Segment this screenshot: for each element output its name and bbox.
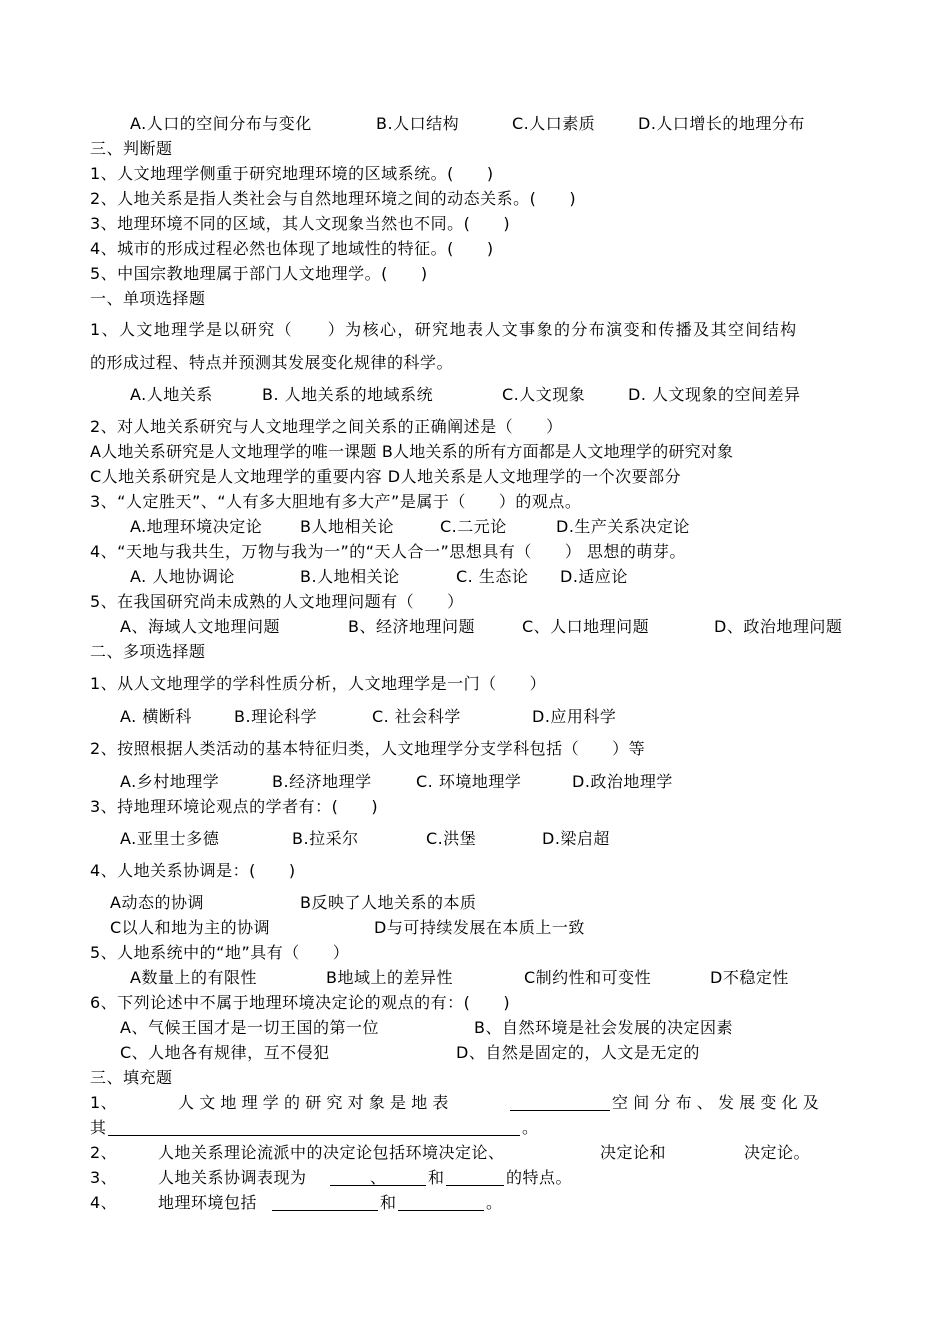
section-heading-judgement: 三、判断题 bbox=[90, 139, 173, 158]
option-a: A、海域人文地理问题 bbox=[120, 617, 280, 636]
option-a: A. 横断科 bbox=[120, 707, 192, 726]
option-a: A.地理环境决定论 bbox=[130, 517, 263, 536]
question-text: 地理环境包括 bbox=[158, 1193, 258, 1212]
option-b: B.人口结构 bbox=[376, 114, 460, 133]
option-a: A. 人地协调论 bbox=[130, 567, 235, 586]
section-heading-single-choice: 一、单项选择题 bbox=[90, 289, 206, 308]
option-b: B. 人地关系的地域系统 bbox=[262, 385, 434, 404]
option-b: B人地相关论 bbox=[300, 517, 394, 536]
question-text: 其 bbox=[90, 1118, 107, 1137]
option-d: D.梁启超 bbox=[542, 829, 610, 848]
question-text: 2、对人地关系研究与人文地理学之间关系的正确阐述是（ ） bbox=[90, 417, 563, 436]
option-a: A.人口的空间分布与变化 bbox=[130, 114, 312, 133]
question-text: 人地关系理论流派中的决定论包括环境决定论、 bbox=[158, 1143, 505, 1162]
answer-blank[interactable] bbox=[108, 1120, 520, 1136]
option-a: A.人地关系 bbox=[130, 385, 213, 404]
option-a: A、气候王国才是一切王国的第一位 bbox=[120, 1018, 379, 1037]
question-text: 4、“天地与我共生，万物与我为一”的“天人合一”思想具有（ ） 思想的萌芽。 bbox=[90, 542, 686, 561]
question-text: 人文地理学的研究对象是地表 bbox=[178, 1093, 454, 1112]
question-text: 3、“人定胜天”、“人有多大胆地有多大产”是属于（ ）的观点。 bbox=[90, 492, 582, 511]
option-b: B.经济地理学 bbox=[272, 772, 372, 791]
question-text: 3、地理环境不同的区域，其人文现象当然也不同。( ) bbox=[90, 214, 511, 233]
option-d: D.应用科学 bbox=[532, 707, 617, 726]
question-text: 和 bbox=[428, 1168, 445, 1187]
question-text: 、 bbox=[370, 1168, 387, 1187]
option-a: A.亚里士多德 bbox=[120, 829, 220, 848]
option-d: D.生产关系决定论 bbox=[556, 517, 690, 536]
question-text: 。 bbox=[522, 1118, 539, 1137]
question-text: 1、从人文地理学的学科性质分析，人文地理学是一门（ ） bbox=[90, 674, 547, 693]
option-c: C.人口素质 bbox=[512, 114, 596, 133]
option-d: D.适应论 bbox=[560, 567, 628, 586]
option-a: A.乡村地理学 bbox=[120, 772, 220, 791]
option-a: A动态的协调 bbox=[110, 893, 204, 912]
option-b: B反映了人地关系的本质 bbox=[300, 893, 477, 912]
question-text: 2、按照根据人类活动的基本特征归类，人文地理学分支学科包括（ ）等 bbox=[90, 739, 646, 758]
option-d: D.人口增长的地理分布 bbox=[638, 114, 805, 133]
question-text: 4、城市的形成过程必然也体现了地域性的特征。( ) bbox=[90, 239, 494, 258]
question-text: 空间分布、发展变化及 bbox=[612, 1093, 825, 1112]
question-text: 的形成过程、特点并预测其发展变化规律的科学。 bbox=[90, 353, 454, 372]
question-text: 4、人地关系协调是：( ) bbox=[90, 861, 296, 880]
section-heading-multiple-choice: 二、多项选择题 bbox=[90, 642, 206, 661]
option-c: C. 环境地理学 bbox=[416, 772, 522, 791]
option-c: C以人和地为主的协调 bbox=[110, 918, 271, 937]
question-text: 。 bbox=[486, 1193, 503, 1212]
question-text: 1、人文地理学是以研究（ ）为核心，研究地表人文事象的分布演变和传播及其空间结构 bbox=[90, 320, 798, 339]
question-number: 3、 bbox=[90, 1168, 118, 1187]
question-number: 4、 bbox=[90, 1193, 118, 1212]
answer-blank[interactable] bbox=[446, 1170, 504, 1186]
option-d: D.政治地理学 bbox=[572, 772, 673, 791]
question-text: 和 bbox=[380, 1193, 397, 1212]
section-heading-fill-in: 三、填充题 bbox=[90, 1068, 173, 1087]
question-text: 2、人地关系是指人类社会与自然地理环境之间的动态关系。( ) bbox=[90, 189, 577, 208]
question-text: 5、人地系统中的“地”具有（ ） bbox=[90, 943, 350, 962]
option-c: C.洪堡 bbox=[426, 829, 477, 848]
question-text: 的特点。 bbox=[506, 1168, 573, 1187]
question-text: 5、在我国研究尚未成熟的人文地理问题有（ ） bbox=[90, 592, 464, 611]
option-d: D与可持续发展在本质上一致 bbox=[374, 918, 585, 937]
option-b: B.人地相关论 bbox=[300, 567, 400, 586]
option-d: D不稳定性 bbox=[710, 968, 789, 987]
option-b: B、经济地理问题 bbox=[348, 617, 475, 636]
option-b: B、自然环境是社会发展的决定因素 bbox=[474, 1018, 733, 1037]
question-text: 3、持地理环境论观点的学者有：( ) bbox=[90, 797, 379, 816]
answer-blank[interactable] bbox=[398, 1195, 484, 1211]
option-c: C.人文现象 bbox=[502, 385, 586, 404]
option-c: C、人地各有规律，互不侵犯 bbox=[120, 1043, 330, 1062]
answer-line: C人地关系研究是人文地理学的重要内容 D人地关系是人文地理学的一个次要部分 bbox=[90, 467, 682, 486]
option-b: B.理论科学 bbox=[234, 707, 318, 726]
question-text: 5、中国宗教地理属于部门人文地理学。( ) bbox=[90, 264, 428, 283]
option-b: B.拉采尔 bbox=[292, 829, 359, 848]
question-text: 决定论。 bbox=[744, 1143, 811, 1162]
option-c: C. 社会科学 bbox=[372, 707, 461, 726]
option-c: C. 生态论 bbox=[456, 567, 529, 586]
question-number: 2、 bbox=[90, 1143, 118, 1162]
option-d: D、政治地理问题 bbox=[714, 617, 843, 636]
option-b: B地域上的差异性 bbox=[326, 968, 453, 987]
option-c: C、人口地理问题 bbox=[522, 617, 650, 636]
option-c: C.二元论 bbox=[440, 517, 507, 536]
option-a: A数量上的有限性 bbox=[130, 968, 257, 987]
answer-blank[interactable] bbox=[510, 1095, 610, 1111]
answer-line: A人地关系研究是人文地理学的唯一课题 B人地关系的所有方面都是人文地理学的研究对象 bbox=[90, 442, 734, 461]
question-text: 1、人文地理学侧重于研究地理环境的区域系统。( ) bbox=[90, 164, 494, 183]
question-text: 人地关系协调表现为 bbox=[158, 1168, 307, 1187]
option-d: D、自然是固定的，人文是无定的 bbox=[456, 1043, 700, 1062]
answer-blank[interactable] bbox=[386, 1170, 426, 1186]
option-c: C制约性和可变性 bbox=[524, 968, 652, 987]
question-text: 6、下列论述中不属于地理环境决定论的观点的有：( ) bbox=[90, 993, 511, 1012]
question-number: 1、 bbox=[90, 1093, 118, 1112]
option-d: D. 人文现象的空间差异 bbox=[628, 385, 801, 404]
answer-blank[interactable] bbox=[272, 1195, 378, 1211]
question-text: 决定论和 bbox=[600, 1143, 667, 1162]
